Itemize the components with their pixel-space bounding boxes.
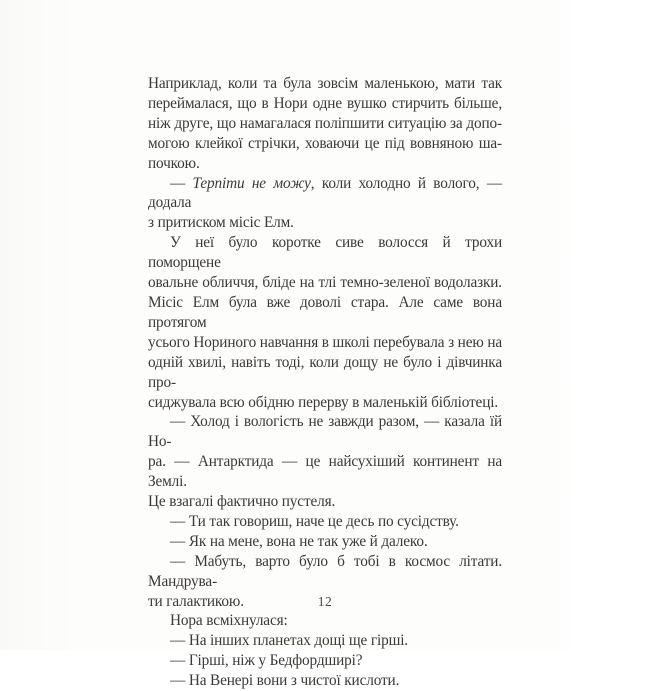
text-line	[148, 671, 502, 691]
text-line	[148, 611, 502, 631]
text-segment: сиджувала всю обідню перерву в маленькій бібліотеці.	[148, 393, 499, 411]
paragraph	[148, 532, 502, 552]
paragraph	[148, 174, 502, 234]
paragraph	[148, 233, 502, 412]
text-segment: Наприклад, коли та була зовсім маленькою, мати так	[148, 75, 502, 92]
paragraph	[148, 412, 502, 512]
text-line	[148, 452, 502, 492]
text-line	[148, 512, 502, 532]
page-number: 12	[317, 594, 333, 609]
paragraph	[148, 651, 502, 671]
text-line	[148, 492, 502, 512]
text-line	[148, 651, 502, 671]
text-segment: — Мабуть, варто було б тобі в космос літати. Мандрува-	[148, 552, 502, 590]
text-segment: — На інших планетах дощі ще гірші.	[170, 632, 408, 650]
text-segment: —	[170, 174, 193, 192]
text-line	[148, 293, 502, 333]
text-segment: Це взагалі фактично пустеля.	[148, 493, 336, 511]
paragraph	[148, 512, 502, 532]
text-line	[148, 74, 502, 94]
text-line	[148, 273, 502, 293]
text-segment: з притиском місіс Елм.	[148, 214, 294, 232]
text-segment: могою клейкої стрічки, ховаючи це під вовняною ша-	[148, 134, 502, 152]
text-line	[148, 134, 502, 154]
text-segment: У неї було коротке сиве волосся й трохи поморщене	[148, 234, 502, 272]
text-line	[148, 233, 502, 273]
text-line	[148, 393, 502, 413]
text-line	[148, 532, 502, 552]
text-segment: Місіс Елм була вже доволі стара. Але саме вона протягом	[148, 293, 502, 331]
text-line	[148, 213, 502, 233]
text-segment: — Ти так говориш, наче це десь по сусідству.	[170, 512, 459, 530]
text-line	[148, 631, 502, 651]
text-segment: овальне обличчя, бліде на тлі темно-зеленої водолазки.	[148, 274, 502, 292]
text-segment: ти галактикою.	[148, 592, 244, 610]
text-line	[148, 333, 502, 353]
text-line	[148, 114, 502, 134]
paragraph	[148, 611, 502, 631]
text-line	[148, 94, 502, 114]
paragraph	[148, 631, 502, 651]
text-line	[148, 552, 502, 592]
text-segment: ніж друге, що намагалася поліпшити ситуацію за допо-	[148, 114, 502, 132]
text-line	[148, 353, 502, 393]
text-segment: одній хвилі, навіть тоді, коли дощу не було і дівчинка про-	[148, 353, 502, 391]
text-line	[148, 154, 502, 174]
text-segment: ра. — Антарктида — це найсухіший континент на Землі.	[148, 453, 502, 491]
text-segment: — Як на мене, вона не так уже й далеко.	[170, 532, 428, 550]
text-line	[148, 412, 502, 452]
text-segment: Нора всміхнулася:	[170, 612, 288, 630]
text-segment: почкою.	[148, 154, 200, 172]
italic-phrase: Терпіти не можу	[192, 174, 311, 192]
text-line	[148, 174, 502, 214]
paragraph	[148, 74, 502, 174]
text-segment: — На Венері вони з чистої кислоти.	[170, 672, 400, 690]
text-segment: переймалася, що в Нори одне вушко стирчить більше,	[148, 94, 502, 112]
text-segment: — Гірші, ніж у Бедфордширі?	[170, 652, 363, 670]
paragraph	[148, 671, 502, 691]
text-segment: — Холод і вологість не завжди разом, — казала їй Но-	[148, 413, 502, 451]
text-segment: , коли холодно й волого, — додала	[148, 174, 503, 212]
text-segment: усього Нориного навчання в школі перебувала з нею на	[148, 333, 502, 351]
